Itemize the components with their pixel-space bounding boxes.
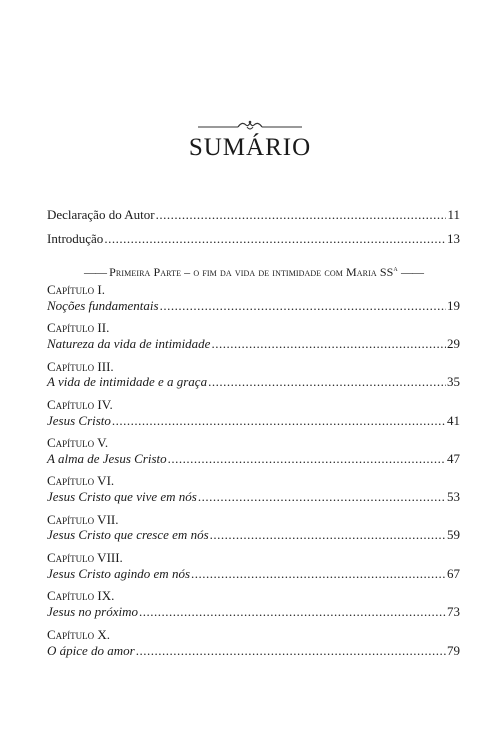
chapter-number: Capítulo VII. <box>47 512 119 527</box>
chapter-title: Noções fundamentais <box>47 298 159 313</box>
leader-dots <box>198 489 446 505</box>
heading-dash-right: —— <box>400 265 423 279</box>
chapter-title: Jesus no próximo <box>47 604 138 619</box>
toc-chapter-4[interactable] <box>47 413 460 431</box>
toc-entry-label: Declaração do Autor <box>47 207 155 222</box>
ornament-divider <box>0 118 500 132</box>
toc-chapter-10[interactable] <box>47 643 460 661</box>
heading-dash-left: —— <box>84 265 107 279</box>
chapter-page: 29 <box>447 336 460 351</box>
chapter-page: 67 <box>447 566 460 581</box>
chapter-title: Jesus Cristo <box>47 413 111 428</box>
toc-chapter-7[interactable] <box>47 527 460 545</box>
page-title: SUMÁRIO <box>188 134 312 161</box>
leader-dots <box>112 413 446 429</box>
chapter-page: 47 <box>447 451 460 466</box>
leader-dots <box>156 207 447 223</box>
part-heading <box>47 264 460 280</box>
chapter-number: Capítulo VI. <box>47 473 115 488</box>
chapter-page: 73 <box>447 604 460 619</box>
toc-chapter-9[interactable] <box>47 604 460 622</box>
chapter-number: Capítulo X. <box>47 627 111 642</box>
chapter-title: Jesus Cristo que vive em nós <box>47 489 197 504</box>
chapter-page: 59 <box>447 527 460 542</box>
chapter-page: 79 <box>447 643 460 658</box>
leader-dots <box>191 566 446 582</box>
chapter-title: Jesus Cristo agindo em nós <box>47 566 190 581</box>
toc-chapter-5[interactable] <box>47 451 460 469</box>
toc-entry-declaracao[interactable] <box>47 207 460 225</box>
toc-chapter-1[interactable] <box>47 298 460 316</box>
leader-dots <box>210 527 446 543</box>
leader-dots <box>139 604 446 620</box>
toc-chapter-3[interactable] <box>47 374 460 392</box>
toc-chapter-2[interactable] <box>47 336 460 354</box>
leader-dots <box>168 451 446 467</box>
chapter-page: 35 <box>447 374 460 389</box>
chapter-number: Capítulo IX. <box>47 588 115 603</box>
toc-entry-label: Introdução <box>47 231 104 246</box>
part-heading-text: Primeira Parte – o fim da vida de intimidade com Maria SS <box>109 265 394 279</box>
chapter-page: 41 <box>447 413 460 428</box>
leader-dots <box>160 298 446 314</box>
chapter-number: Capítulo VIII. <box>47 550 123 565</box>
chapter-title: Jesus Cristo que cresce em nós <box>47 527 209 542</box>
chapter-title: O ápice do amor <box>47 643 135 658</box>
chapter-title: A alma de Jesus Cristo <box>47 451 167 466</box>
toc-entry-introducao[interactable] <box>47 231 460 249</box>
chapter-number: Capítulo II. <box>47 320 110 335</box>
leader-dots <box>136 643 446 659</box>
toc-entry-page: 11 <box>447 207 460 222</box>
toc-chapter-8[interactable] <box>47 566 460 584</box>
leader-dots <box>104 231 446 247</box>
leader-dots <box>208 374 446 390</box>
chapter-number: Capítulo V. <box>47 435 109 450</box>
chapter-title: A vida de intimidade e a graça <box>47 374 208 389</box>
toc-chapter-6[interactable] <box>47 489 460 507</box>
chapter-page: 53 <box>447 489 460 504</box>
chapter-page: 19 <box>447 298 460 313</box>
chapter-number: Capítulo I. <box>47 282 105 297</box>
toc-entry-page: 13 <box>447 231 460 246</box>
part-heading-superscript: a <box>393 264 398 273</box>
leader-dots <box>211 336 446 352</box>
chapter-number: Capítulo III. <box>47 359 114 374</box>
chapter-title: Natureza da vida de intimidade <box>47 336 211 351</box>
chapter-number: Capítulo IV. <box>47 397 113 412</box>
flourish-icon <box>198 118 302 132</box>
